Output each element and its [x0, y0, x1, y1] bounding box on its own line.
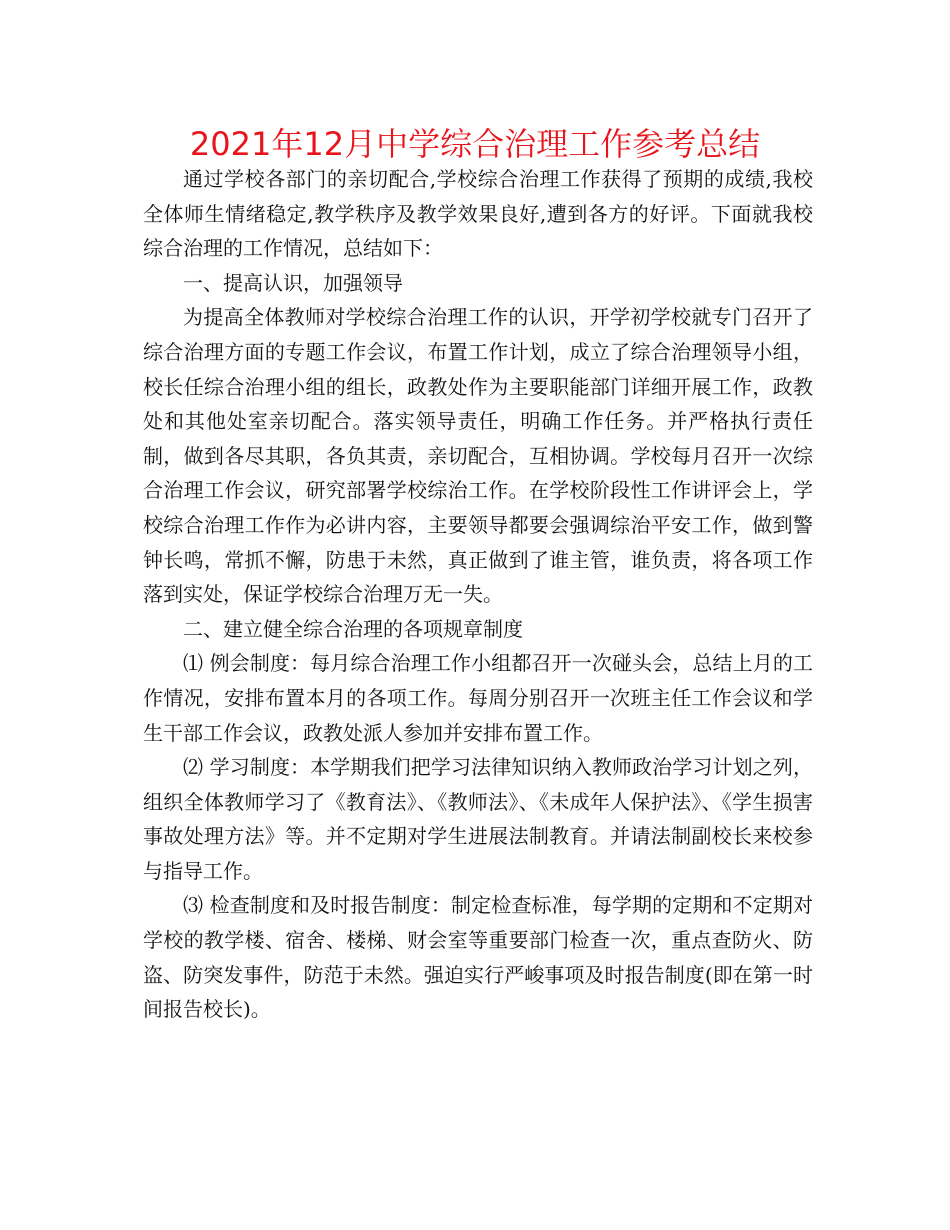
section-heading-2: 二、建立健全综合治理的各项规章制度: [183, 616, 523, 641]
rule-item-2: ⑵ 学习制度：本学期我们把学习法律知识纳入教师政治学习计划之列，组织全体教师学习了《教育法》、《教师法》、《未成年人保护法》、《学生损害事故处理方法》等。并不定期对学生进展法制教育。并请法制副校长来校参与指导工作。: [143, 755, 813, 883]
intro-paragraph: 通过学校各部门的亲切配合,学校综合治理工作获得了预期的成绩,我校全体师生情绪稳定,教学秩序及教学效果良好,遭到各方的好评。下面就我校综合治理的工作情况，总结如下：: [143, 167, 813, 261]
rule-item-1: ⑴ 例会制度：每月综合治理工作小组都召开一次碰头会，总结上月的工作情况，安排布置本月的各项工作。每周分别召开一次班主任工作会议和学生干部工作会议，政教处派人参加并安排布置工作。: [143, 651, 813, 745]
section-1-paragraph: 为提高全体教师对学校综合治理工作的认识，开学初学校就专门召开了综合治理方面的专题工作会议，布置工作计划，成立了综合治理领导小组，校长任综合治理小组的组长，政教处作为主要职能部门详细开展工作，政教处和其他处室亲切配合。落实领导责任，明确工作任务。并严格执行责任制，做到各尽其职，各负其责，亲切配合，互相协调。学校每月召开一次综合治理工作会议，研究部署学校综治工作。在学校阶段性工作讲评会上，学校综合治理工作作为必讲内容，主要领导都要会强调综治平安工作，做到警钟长鸣，常抓不懈，防患于未然，真正做到了谁主管，谁负责，将各项工作落到实处，保证学校综合治理万无一失。: [143, 305, 813, 607]
section-heading-1: 一、提高认识，加强领导: [183, 270, 403, 295]
document-title: 2021年12月中学综合治理工作参考总结: [189, 125, 761, 163]
rule-item-3: ⑶ 检查制度和及时报告制度：制定检查标准，每学期的定期和不定期对学校的教学楼、宿舍、楼梯、财会室等重要部门检查一次，重点查防火、防盗、防突发事件，防范于未然。强迫实行严峻事项及时报告制度(即在第一时间报告校长)。: [143, 893, 813, 1022]
document-body: [143, 162, 813, 1027]
